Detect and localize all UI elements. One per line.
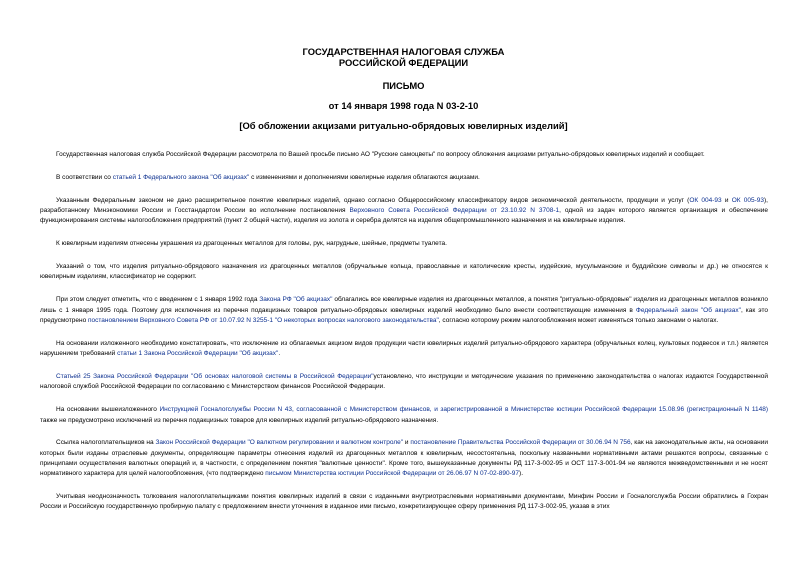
document-type: ПИСЬМО: [382, 80, 425, 91]
paragraph-text: К ювелирным изделиям отнесены украшения из драгоценных металлов для головы, рук, нагрудные, шейные, предметы туалета.: [56, 240, 447, 248]
paragraph-4: [40, 239, 768, 249]
paragraph-text: и: [721, 196, 732, 204]
paragraph-text: Указаний о том, что изделия ритуально-обрядового назначения из драгоценных металлов (обручальные кольца, православные и католические кресты, иудейские, мусульманские и буддийские символы и др.) не относятся к ювелирным изделиям, классификатор не содержит.: [40, 263, 768, 281]
document-date: от 14 января 1998 года N 03-2-10: [328, 100, 479, 111]
paragraph-text: Государственная налоговая служба Российской Федерации рассмотрела по Вашей просьбе письмо АО "Русские самоцветы" по вопросу обложения акцизами ритуально-обрядовых ювелирных изделий и сообщает.: [56, 151, 705, 158]
paragraph-text: , как это предусмотрено: [40, 306, 768, 324]
paragraph-text: , как на законодательные акты, на основании которых были изданы отраслевые документы, определяющие параметры отнесения изделий из драгоценных металлов к ювелирным, несостоятельна, поскольку названными нормативными актами решаются вопросы, связанные с принципами осуществления валютных операций и, в частности, с определением понятия "валютные ценности". Кроме того, вышеуказанные документы РД 117-3-002-95 и ОСТ 117-3-001-94 не являются межведомственными и не носят нормативного характера для целей налогообложения, (что подтверждено: [40, 439, 768, 478]
paragraph-6: [40, 295, 768, 326]
law-link[interactable]: Закон Российской Федерации "О валютном регулировании и валютном контроле": [155, 439, 404, 447]
law-link[interactable]: Статьей 25 Закона Российской Федерации "Об основах налоговой системы в Российской Федерации": [56, 373, 374, 381]
paragraph-text: также не предусмотрено исключений из перечня подакцизных товаров для ювелирных изделий ритуально-обрядового назначения.: [40, 416, 439, 424]
paragraph-text: На основании изложенного необходимо констатировать, что исключение из облагаемых акцизом видов продукции части ювелирных изделий ритуально-обрядового характера (обручальных колец, культовых подвесок и т.п.) является нарушением требований: [40, 339, 768, 358]
paragraph-3: [40, 196, 768, 227]
paragraph-text: Учитывая неоднозначность толкования налогоплательщиками понятия ювелирных изделий в связи с изданными внутриотраслевыми нормативными документами, Минфин России и Госналогслужба России обратились в Гохран России и Российскую государственную пробирную палату с предложением внести уточнения в изданное ими письмо, конкретизирующее сферу применения РД 117-3-002-95, указав в этих: [40, 493, 768, 511]
issuer-line-2: РОССИЙСКОЙ ФЕДЕРАЦИИ: [338, 57, 469, 68]
paragraph-text: ).: [519, 470, 524, 478]
paragraph-1: [40, 150, 768, 160]
classifier-link[interactable]: ОК 004-93: [689, 196, 722, 204]
paragraph-7: [40, 339, 768, 360]
paragraph-text: с изменениями и дополнениями ювелирные изделия облагаются акцизами.: [249, 173, 480, 181]
resolution-link[interactable]: постановлением Верховного Совета РФ от 10.07.92 N 3255-1 "О некоторых вопросах налогового законодательства": [88, 316, 439, 324]
law-link[interactable]: Закона РФ "Об акцизах": [259, 296, 333, 304]
paragraph-text: и: [403, 439, 411, 447]
resolution-link[interactable]: Верховного Совета Российской Федерации от 23.10.92 N 3708-1: [349, 207, 560, 215]
paragraph-8: [40, 372, 768, 393]
paragraph-text: Указанным Федеральным законом не дано расширительное понятие ювелирных изделий, однако согласно Общероссийскому классификатору видов экономической деятельности, продукции и услуг (: [56, 196, 690, 204]
document-title: [Об обложении акцизами ритуально-обрядовых ювелирных изделий]: [239, 120, 568, 131]
paragraph-2: [40, 173, 768, 183]
paragraph-5: [40, 262, 768, 283]
paragraph-text: , согласно которому режим налогообложения может изменяться только законами о налогах.: [438, 316, 719, 324]
paragraph-text: Ссылка налогоплательщиков на: [56, 439, 156, 447]
resolution-link[interactable]: постановление Правительства Российской Федерации от 30.06.94 N 756: [410, 439, 631, 447]
issuer-block: [0, 46, 807, 68]
paragraph-11: [40, 492, 768, 513]
paragraph-text: При этом следует отметить, что с введением с 1 января 1992 года: [56, 296, 260, 304]
paragraph-text: .: [278, 350, 281, 358]
paragraph-text: На основании вышеизложенного: [56, 406, 160, 414]
paragraph-text: установлено, что инструкции и методические указания по применению законодательства о налогах издаются Государственной налоговой службой Российской Федерации по согласованию с Министерством финансов Российской Федерации.: [40, 373, 768, 391]
classifier-link[interactable]: ОК 005-93: [731, 196, 765, 204]
law-link[interactable]: Федеральный закон "Об акцизах": [635, 306, 741, 314]
paragraph-9: [40, 405, 768, 426]
document-body: [40, 150, 768, 525]
instruction-link[interactable]: Инструкцией Госналогслужбы России N 43, согласованной с Министерством финансов, и зарегистрированной в Министерстве юстиции Российской Федерации 15.08.96 (регистрационный N 1148): [159, 406, 769, 414]
paragraph-text: облагались все ювелирные изделия из драгоценных металлов, а понятия "ритуально-обрядовые" изделия из драгоценных металлов возникло лишь с 1 января 1995 года. Поэтому для исключения из перечня подакцизных товаров ритуально-обрядовых ювелирных изделий необходимо было внести соответствующие изменения в: [40, 296, 769, 314]
paragraph-text: В соответствии со: [56, 173, 113, 181]
paragraph-text: , одной из задач которого является организация и обеспечение функционирования системы налогообложения предприятий (пункт 2 общей части), изделия из золота и серебра делятся на изделия общепромышленного назначения и на ювелирные изделия.: [40, 207, 769, 225]
paragraph-10: [40, 438, 768, 479]
law-link[interactable]: статьи 1 Закона Российской Федерации "Об акцизах": [117, 350, 279, 358]
paragraph-text: ), разработанному Минэкономики России и Госстандартом России во исполнение постановления: [40, 196, 768, 215]
issuer-line-1: ГОСУДАРСТВЕННАЯ НАЛОГОВАЯ СЛУЖБА: [302, 46, 505, 57]
law-link[interactable]: статьей 1 Федерального закона "Об акцизах": [112, 173, 250, 181]
letter-link[interactable]: письмом Министерства юстиции Российской Федерации от 26.06.97 N 07-02-890-97: [265, 470, 520, 478]
